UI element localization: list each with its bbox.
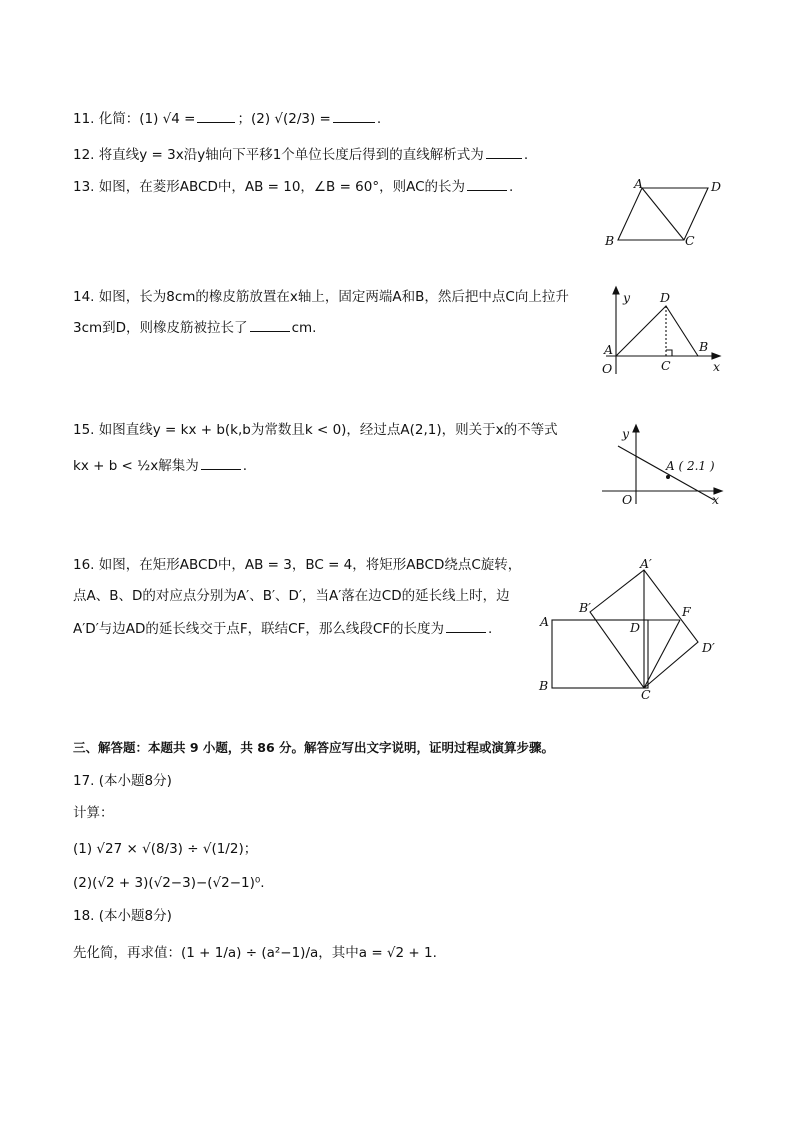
label-b: B [699, 339, 709, 354]
label-a: A ( 2.1 ) [666, 459, 715, 473]
line-cf [644, 620, 680, 688]
q15-blank[interactable] [201, 455, 241, 470]
label-d: D [630, 620, 641, 635]
label-x: x [713, 359, 721, 374]
question-15-line-1 [73, 420, 558, 440]
label-x: x [712, 492, 720, 507]
q11-mid: ；(2) √(2/3) = [237, 111, 331, 127]
q14-line1: 14. 如图，长为8cm的橡皮筋放置在x轴上，固定两端A和B，然后把中点C向上拉升 [73, 289, 569, 305]
label-d: D [711, 179, 722, 194]
right-angle-mark [666, 350, 672, 356]
q17-intro: 计算： [73, 805, 114, 821]
q13-blank[interactable] [467, 176, 507, 191]
label-a: A [540, 614, 550, 629]
rotated-rectangle-figure [534, 556, 726, 702]
q17-title: 17. (本小题8分) [73, 773, 172, 789]
question-16-line-3 [73, 618, 492, 639]
q17-part-2: (2)(√2 + 3)(√2−3)−(√2−1)⁰. [73, 875, 265, 891]
label-b1: B′ [579, 600, 592, 615]
q13-text: 13. 如图，在菱形ABCD中，AB = 10，∠B = 60°，则AC的长为 [73, 179, 466, 195]
label-d: D [660, 290, 671, 305]
y-arrow [613, 287, 619, 294]
label-a: A [604, 342, 614, 357]
q12-text: 12. 将直线y = 3x沿y轴向下平移1个单位长度后得到的直线解析式为 [73, 147, 484, 163]
q16-line3: A′D′与边AD的延长线交于点F，联结CF，那么线段CF的长度为 [73, 621, 445, 637]
label-a1: A′ [640, 556, 652, 571]
question-16-line-2 [73, 586, 510, 606]
q15-line2: kx + b < ½x解集为 [73, 458, 199, 474]
diagonal-ac [642, 188, 684, 240]
q14-end: cm. [291, 320, 317, 336]
q17-part-1: (1) √27 × √(8/3) ÷ √(1/2)； [73, 841, 258, 857]
q18-text: 先化简，再求值：(1 + 1/a) ÷ (a²−1)/a，其中a = √2 + 1. [73, 945, 437, 961]
q16-line2: 点A、B、D的对应点分别为A′、B′、D′，当A′落在边CD的延长线上时，边 [73, 588, 510, 604]
question-13 [73, 176, 513, 197]
stretched-band [616, 306, 698, 356]
label-c: C [661, 358, 671, 373]
q11-blank-2[interactable] [333, 108, 375, 123]
q12-blank[interactable] [486, 144, 522, 159]
label-b: B [539, 678, 549, 693]
q16-end: . [488, 621, 493, 637]
linear-function-figure [600, 420, 726, 510]
label-a: A [634, 176, 644, 191]
question-16-line-1 [73, 555, 521, 575]
q14-blank[interactable] [250, 317, 290, 332]
section-3-heading: 三、解答题：本题共 9 小题，共 86 分。解答应写出文字说明，证明过程或演算步骤。 [73, 740, 555, 755]
label-o: O [602, 361, 613, 376]
question-12 [73, 144, 528, 165]
q12-end: . [523, 147, 529, 163]
label-c: C [641, 687, 651, 702]
question-14-line-1 [73, 287, 569, 307]
q15-end: . [242, 458, 248, 474]
q15-line1: 15. 如图直线y = kx + b(k,b为常数且k < 0)，经过点A(2,1)，则关于x的不等式 [73, 422, 558, 438]
q18-title: 18. (本小题8分) [73, 908, 172, 924]
q13-end: . [509, 179, 514, 195]
q16-line1: 16. 如图，在矩形ABCD中，AB = 3，BC = 4，将矩形ABCD绕点C旋转， [73, 557, 522, 573]
label-o: O [622, 492, 633, 507]
label-y: y [622, 426, 630, 441]
rhombus-figure [598, 176, 728, 252]
label-y: y [623, 290, 631, 305]
question-14-line-2 [73, 317, 316, 338]
line-y-kx-b [618, 446, 714, 500]
q14-line2: 3cm到D，则橡皮筋被拉长了 [73, 320, 248, 336]
label-b: B [605, 233, 615, 248]
y-arrow [633, 425, 639, 432]
q11-prefix: 11. 化简：(1) √4 = [73, 111, 196, 127]
q16-blank[interactable] [446, 618, 486, 633]
rubber-band-figure [596, 282, 726, 378]
label-f: F [682, 604, 691, 619]
label-d1: D′ [702, 640, 715, 655]
q11-blank-1[interactable] [197, 108, 235, 123]
question-11 [73, 108, 381, 129]
question-15-line-2 [73, 455, 247, 476]
q11-end: . [376, 111, 382, 127]
point-a [666, 475, 670, 479]
label-c: C [685, 233, 695, 248]
